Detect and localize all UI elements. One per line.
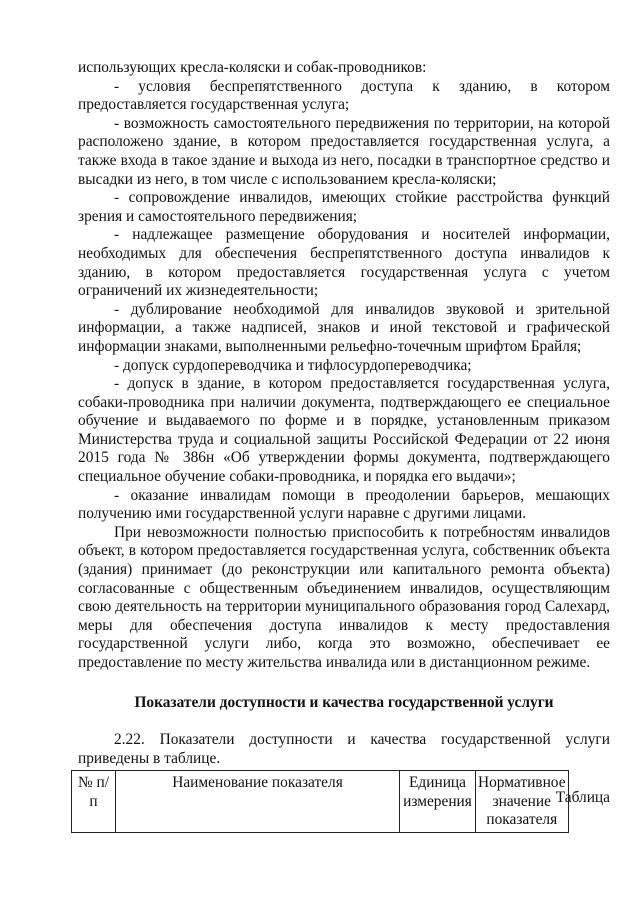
indicators-table — [71, 770, 569, 833]
body-paragraph: При невозможности полностью приспособить к потребностям инвалидов объект, в котором предоставляется государственная услуга, собственник объекта (здания) принимает (до реконструкции или капитального ремонта объекта) согласованные с общественным объединением инвалидов, осуществляющим свою деятельность на территории муниципального образования город Салехард, меры для обеспечения доступа инвалидов к месту предоставления государственной услуги либо, когда это возможно, обеспечивает ее предоставление по месту жительства инвалида или в дистанционном режиме. — [78, 523, 610, 671]
header-unit: Единица измерения — [400, 771, 476, 833]
list-item: - условия беспрепятственного доступа к зданию, в котором предоставляется государственная услуга; — [78, 77, 610, 114]
list-item: - сопровождение инвалидов, имеющих стойкие расстройства функций зрения и самостоятельного передвижения; — [78, 189, 610, 225]
table-header-row — [72, 771, 569, 833]
header-norm-value: Нормативное значение показателя — [476, 771, 569, 833]
section-heading: Показатели доступности и качества государственной услуги — [134, 693, 554, 711]
list-item: - допуск сурдопереводчика и тифлосурдопереводчика; — [114, 356, 472, 374]
list-item: - оказание инвалидам помощи в преодолении барьеров, мешающих получению ими государственной услуги наравне с другими лицами. — [78, 486, 610, 523]
section-paragraph: 2.22. Показатели доступности и качества государственной услуги приведены в таблице. — [78, 731, 610, 767]
list-item: - надлежащее размещение оборудования и носителей информации, необходимых для обеспечения беспрепятственного доступа инвалидов к зданию, в котором предоставляется государственная услуга с учетом ограничений их жизнедеятельности; — [78, 226, 610, 300]
document-page — [78, 59, 610, 808]
spacer — [78, 712, 610, 731]
list-item: - дублирование необходимой для инвалидов звуковой и зрительной информации, а также надписей, знаков и иной текстовой и графической информации знаками, выполненными рельефно-точечным шрифтом Брайля; — [78, 300, 610, 355]
table-caption: Таблица — [555, 789, 610, 807]
list-item: - допуск в здание, в котором предоставляется государственная услуга, собаки-проводника при наличии документа, подтверждающего ее специальное обучение и выдаваемого по форме и в порядке, установленным приказом Министерства труда и социальной защиты Российской Федерации от 22 июня 2015 года № 386н «Об утверждении формы документа, подтверждающего специальное обучение собаки-проводника, и порядка его выдачи»; — [78, 375, 610, 486]
header-indicator-name: Наименование показателя — [116, 771, 400, 833]
list-item: - возможность самостоятельного передвижения по территории, на которой расположено здание, в котором предоставляется государственная услуга, а также входа в такое здание и выхода из него, посадки в транспортное средство и высадки из него, в том числе с использованием кресла-коляски; — [78, 114, 610, 188]
paragraph-continuation: использующих кресла-коляски и собак-проводников: — [78, 59, 427, 76]
header-number: № п/п — [72, 771, 116, 833]
